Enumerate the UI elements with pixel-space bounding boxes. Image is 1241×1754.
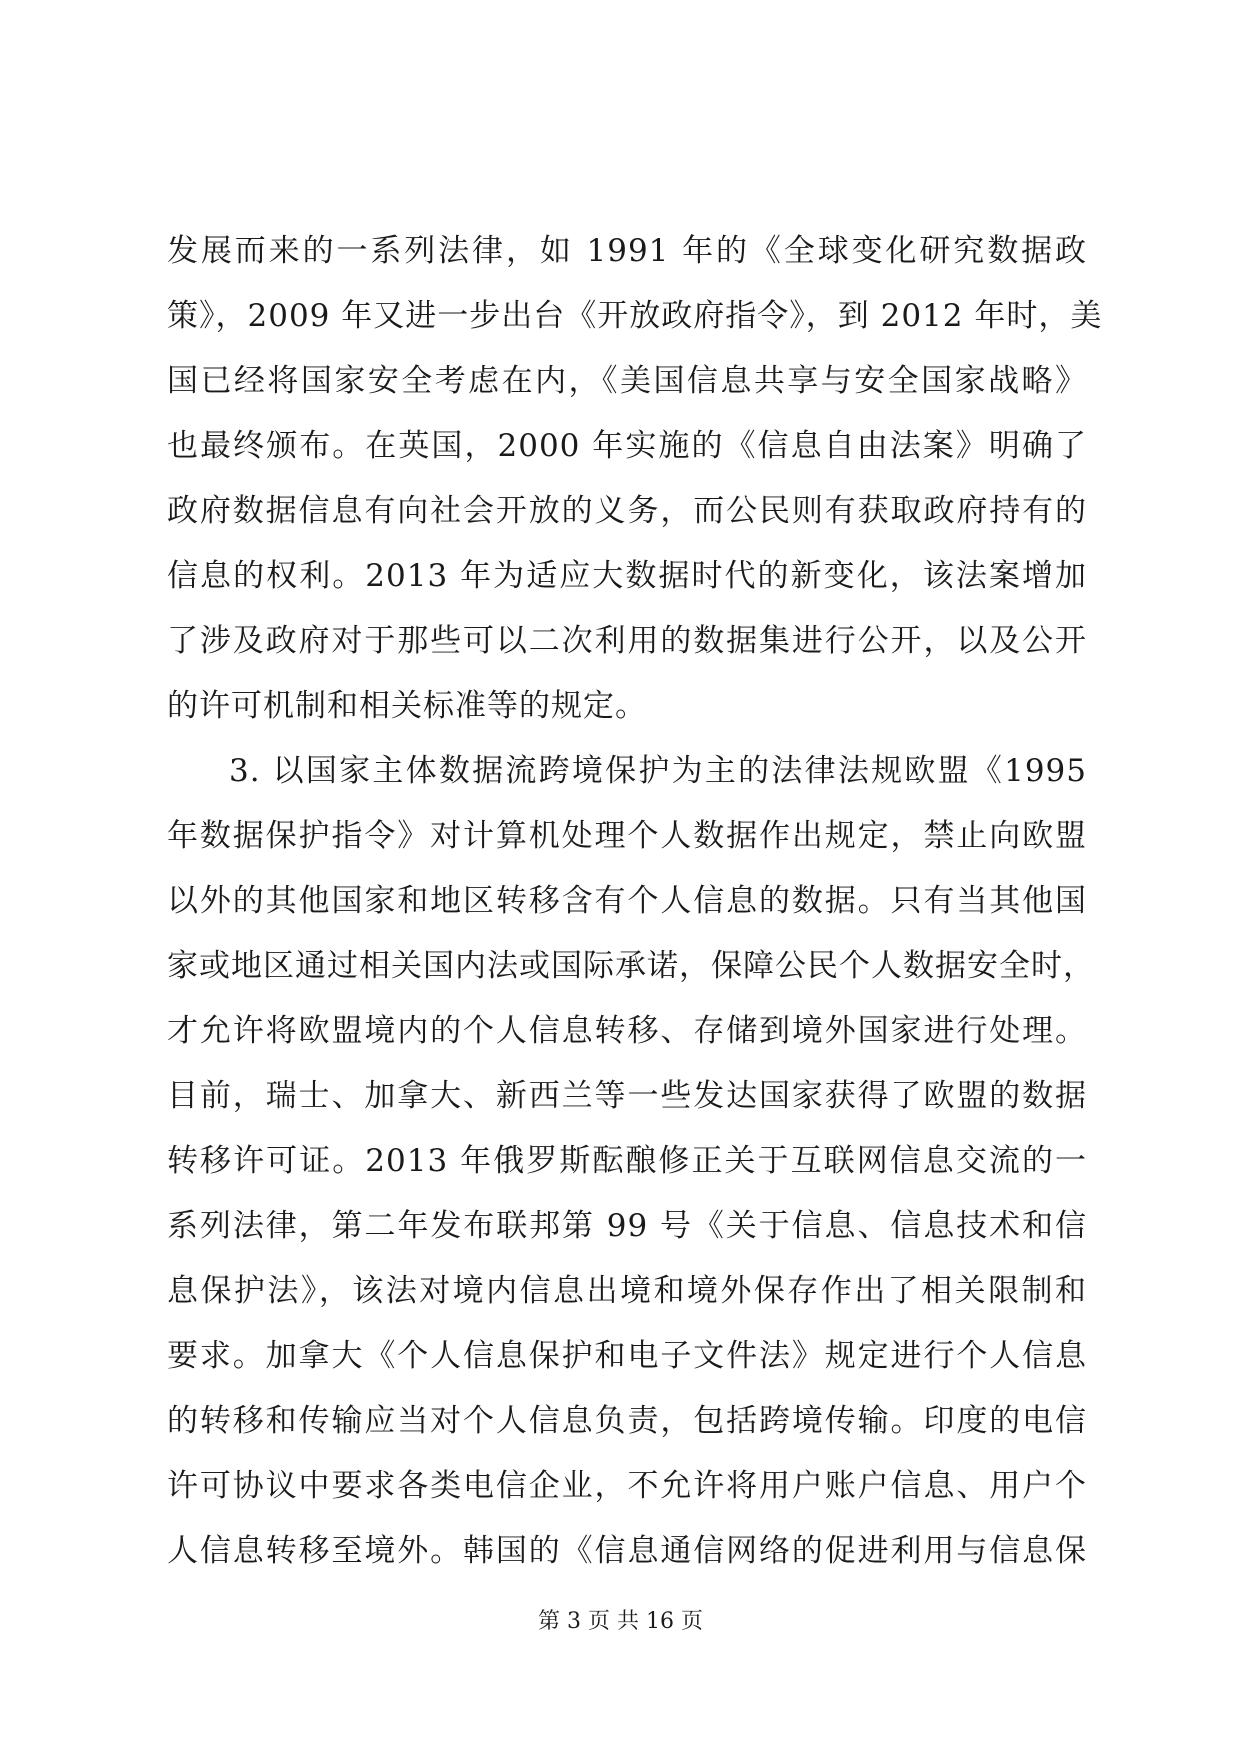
text-line: 也最终颁布。在英国，2000 年实施的《信息自由法案》明确了 [167,428,1087,464]
text-line: 才允许将欧盟境内的个人信息转移、存储到境外国家进行处理。 [167,1013,1087,1049]
text-line: 的转移和传输应当对个人信息负责，包括跨境传输。印度的电信 [167,1403,1087,1439]
body-text [167,232,1103,1597]
text-line: 信息的权利。2013 年为适应大数据时代的新变化，该法案增加 [167,558,1087,594]
text-line: 策》，2009 年又进一步出台《开放政府指令》，到 2012 年时，美 [167,298,1103,334]
page-number-footer: 第 3 页 共 16 页 [538,1609,703,1634]
text-line: 人信息转移至境外。韩国的《信息通信网络的促进利用与信息保 [167,1533,1087,1569]
text-line: 息保护法》，该法对境内信息出境和境外保存作出了相关限制和 [167,1273,1087,1309]
text-line: 了涉及政府对于那些可以二次利用的数据集进行公开，以及公开 [167,623,1087,659]
text-line: 系列法律，第二年发布联邦第 99 号《关于信息、信息技术和信 [167,1208,1087,1244]
text-line: 目前，瑞士、加拿大、新西兰等一些发达国家获得了欧盟的数据 [167,1078,1087,1114]
text-line: 发展而来的一系列法律，如 1991 年的《全球变化研究数据政 [167,233,1087,269]
text-line: 要求。加拿大《个人信息保护和电子文件法》规定进行个人信息 [167,1338,1087,1374]
text-line: 年数据保护指令》对计算机处理个人数据作出规定，禁止向欧盟 [167,818,1087,854]
text-line: 政府数据信息有向社会开放的义务，而公民则有获取政府持有的 [167,493,1087,529]
text-line: 转移许可证。2013 年俄罗斯酝酿修正关于互联网信息交流的一 [167,1143,1087,1179]
text-line: 家或地区通过相关国内法或国际承诺，保障公民个人数据安全时， [167,948,1095,984]
text-line: 以外的其他国家和地区转移含有个人信息的数据。只有当其他国 [167,883,1087,919]
text-line: 国已经将国家安全考虑在内，《美国信息共享与安全国家战略》 [167,363,1087,399]
text-line: 许可协议中要求各类电信企业，不允许将用户账户信息、用户个 [167,1468,1087,1504]
text-line: 的许可机制和相关标准等的规定。 [167,688,647,724]
section-heading-line: 3. 以国家主体数据流跨境保护为主的法律法规欧盟《1995 [229,753,1087,789]
